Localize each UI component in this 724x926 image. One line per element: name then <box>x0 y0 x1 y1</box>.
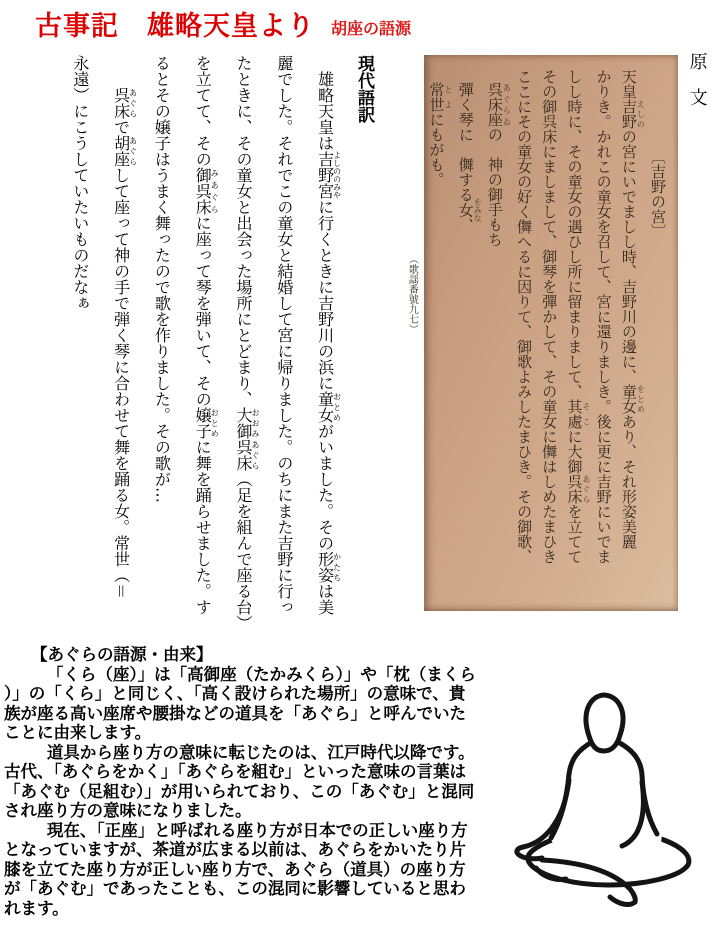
etymology-paragraph: 道具から座り方の意味に転じたのは、江戸時代以降です。古代、「あぐらをかく」「あぐらを組む」といった意味の言葉は「あぐむ（足組む）」が用いられており、この「あぐむ」と混同され座り方の意味になりました。 <box>4 742 475 820</box>
original-text-label: 原 文 <box>686 52 708 106</box>
translation-poem-line: 永遠）にこうしていたいものだなぁ <box>70 55 90 311</box>
scan-poem-line: 常世とよにもがも。 <box>427 82 453 187</box>
scan-column: 天皇吉野えしのの宮にいでましし時、吉野川の邊に、童女をとめあり、それ形姿美麗 <box>619 69 646 549</box>
etymology-heading: 【あぐらの語源・由来】 <box>31 645 213 664</box>
translation-line: 麗でした。それでこの童女と結婚して宮に帰りました。のちにまた吉野に行っ <box>274 55 294 615</box>
scan-column: しし時に、その童女の遇ひし所に留まりまして、其處そこに大御呉床あぐらを立てて <box>565 69 591 564</box>
page-title: 古事記 雄略天皇より <box>35 11 315 42</box>
scan-song-number: （歌謡番號九七） <box>406 254 418 334</box>
scan-column: かりき。かれこの童女を召して、宮に還りましき。後に更に吉野にいでま <box>594 69 613 564</box>
translation-line: 雄略天皇は吉野宮よしののみやに行くときに吉野川の浜に童女おとめがいました。その形姿かたちは美 <box>315 55 342 615</box>
modern-translation-section <box>6 55 382 651</box>
scan-poem-line: 呉床座あぐらゐの 神の御手もち <box>485 82 512 247</box>
page-header <box>0 0 724 48</box>
scan-section-title: 〔吉野の宮〕 <box>649 149 667 239</box>
translation-line: るとその嬢子はうまく舞ったので歌を作りました。その歌が… <box>152 55 172 503</box>
scan-poem-line: 彈く琴に 儛する女をみな、 <box>456 82 483 233</box>
etymology-paragraph: 現在、「正座」と呼ばれる座り方が日本での正しい座り方となっていますが、茶道が広まる以前は、あぐらをかいたり片膝を立てた座り方が正しい座り方で、あぐら（道具）の座り方が「あぐむ」であったことも、この混同に影響していると思われます。 <box>4 820 468 918</box>
etymology-paragraph: 「くら（座）」は「高御座（たかみくら）」や「枕（まくら）」の「くら」と同じく、「高く設けられた場所」の意味で、貴族が座る高い座席や腰掛などの道具を「あぐら」と呼んでいたことに由来します。 <box>4 664 476 742</box>
page-subtitle: 胡座の語源 <box>331 19 412 38</box>
translation-heading: 現代語訳 <box>354 55 374 123</box>
translation-poem-line: 呉床あぐらで胡座あぐらして座って神の手で弾く琴に合わせて舞を踊る女。常世（＝ <box>111 87 138 600</box>
translation-line: たときに、その童女と出会った場所にとどまり、大御呉床おおみあぐら（足を組んで座る台） <box>234 55 261 631</box>
etymology-section <box>4 645 480 918</box>
cross-legged-figure-drawing <box>492 662 720 922</box>
cross-legged-figure <box>492 662 720 922</box>
scan-column: ここにその童女の好く儛へるに因りて、御歌よみしたまひき。その御歌、 <box>515 69 534 564</box>
translation-line: を立てて、その御呉床みあぐらに座って琴を弾いて、その嬢子おとめに舞を踊らせました。す <box>193 55 220 615</box>
scan-column: その御呉床にましまして、御琴を彈かして、その童女に儛はしめたまひき <box>540 69 559 564</box>
original-text-scan <box>406 55 678 611</box>
